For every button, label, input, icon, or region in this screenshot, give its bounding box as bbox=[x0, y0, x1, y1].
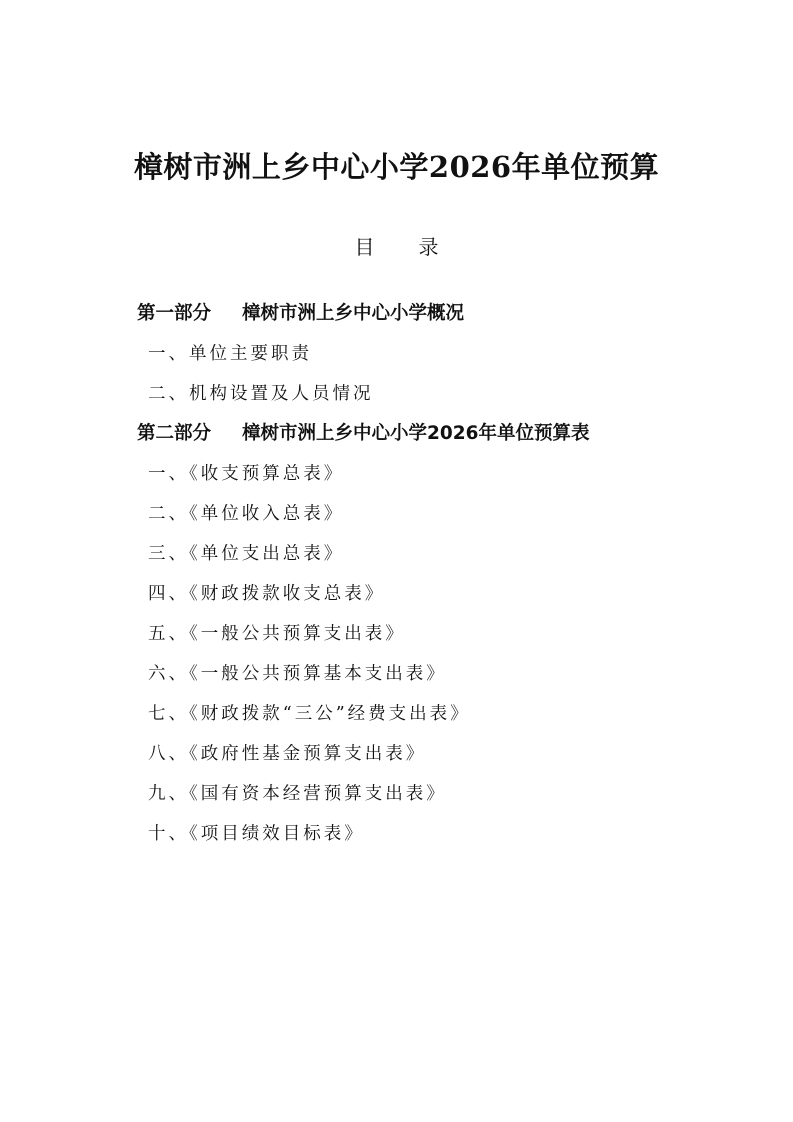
toc-part-2-item: 八、《政府性基金预算支出表》 bbox=[148, 744, 427, 764]
toc-part-2-item: 一、《收支预算总表》 bbox=[148, 464, 345, 484]
toc-part-2-item: 六、《一般公共预算基本支出表》 bbox=[148, 664, 447, 684]
toc-part-2-number: 第二部分 bbox=[137, 423, 212, 444]
toc-part-1-item: 一、单位主要职责 bbox=[148, 344, 312, 364]
toc-part-2-item: 二、《单位收入总表》 bbox=[148, 504, 345, 524]
toc-part-2-item: 四、《财政拨款收支总表》 bbox=[148, 584, 386, 604]
toc-part-2-item: 七、《财政拨款“三公”经费支出表》 bbox=[148, 704, 471, 724]
toc-part-1-heading bbox=[137, 301, 464, 327]
toc-part-2-heading bbox=[137, 421, 590, 447]
toc-part-1-item: 二、机构设置及人员情况 bbox=[148, 384, 374, 404]
toc-heading-char-2: 录 bbox=[418, 235, 439, 259]
toc-part-1-title: 樟树市洲上乡中心小学概况 bbox=[242, 303, 465, 324]
toc-heading-char-1: 目 bbox=[354, 235, 375, 259]
toc-part-2-item: 五、《一般公共预算支出表》 bbox=[148, 624, 406, 644]
toc-part-2-item: 十、《项目绩效目标表》 bbox=[148, 824, 365, 844]
toc-part-2-item: 九、《国有资本经营预算支出表》 bbox=[148, 784, 447, 804]
document-title: 樟树市洲上乡中心小学2026年单位预算 bbox=[133, 150, 660, 184]
toc-part-1-number: 第一部分 bbox=[137, 303, 212, 324]
toc-part-2-title: 樟树市洲上乡中心小学2026年单位预算表 bbox=[242, 423, 590, 444]
toc-heading bbox=[0, 233, 793, 261]
toc-part-2-item: 三、《单位支出总表》 bbox=[148, 544, 345, 564]
